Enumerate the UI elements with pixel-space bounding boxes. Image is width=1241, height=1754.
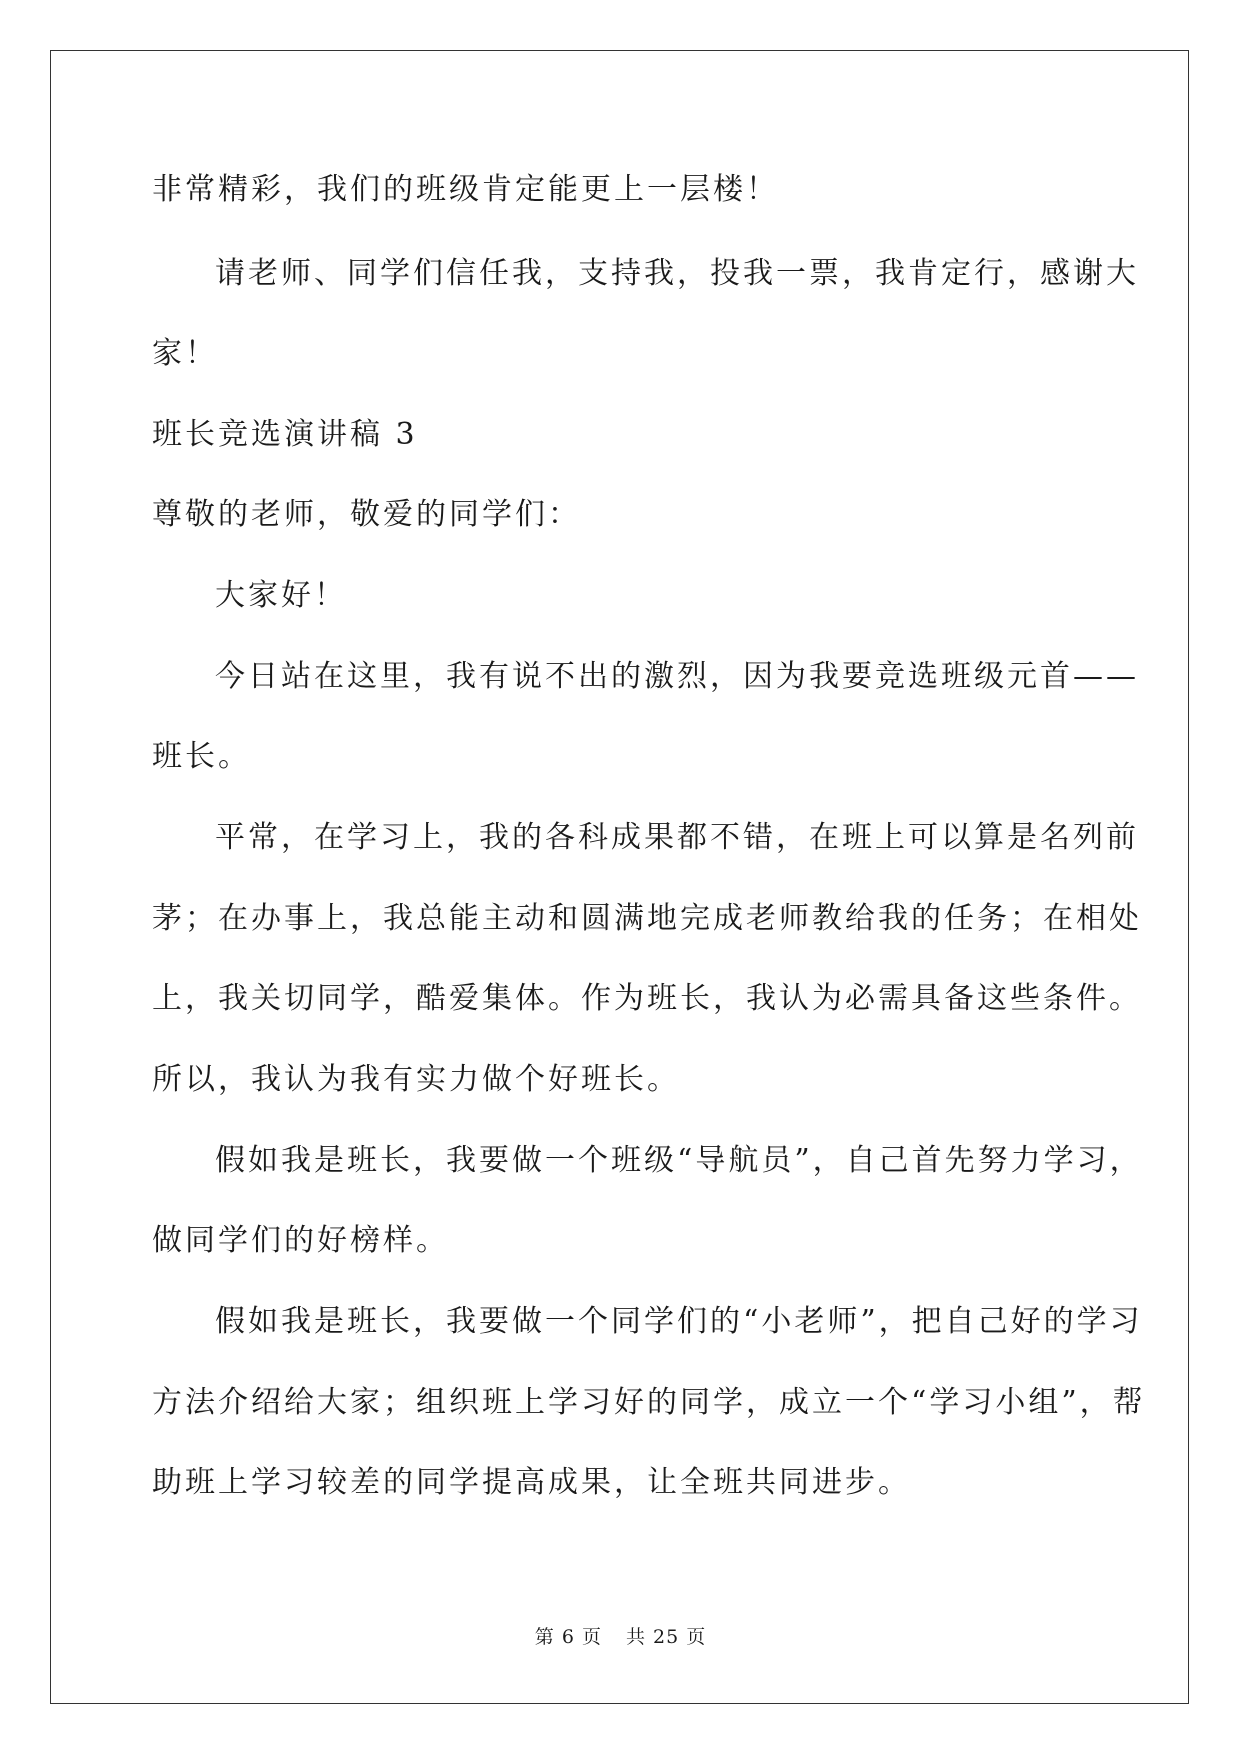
salutation: 尊敬的老师，敬爱的同学们： [152,497,581,532]
body-line: 班长。 [152,739,251,774]
body-line: 所以，我认为我有实力做个好班长。 [152,1062,680,1097]
body-line: 平常，在学习上，我的各科成果都不错，在班上可以算是名列前 [215,820,1139,855]
body-line: 做同学们的好榜样。 [152,1223,449,1258]
body-line: 非常精彩，我们的班级肯定能更上一层楼！ [152,172,779,207]
body-line: 上，我关切同学，酷爱集体。作为班长，我认为必需具备这些条件。 [152,981,1142,1016]
body-line: 家！ [152,336,218,371]
body-line: 请老师、同学们信任我，支持我，投我一票，我肯定行，感谢大 [215,256,1139,291]
greeting: 大家好！ [215,578,347,613]
body-line: 今日站在这里，我有说不出的激烈，因为我要竞选班级元首—— [215,659,1139,694]
body-line: 方法介绍给大家；组织班上学习好的同学，成立一个“学习小组”，帮 [152,1385,1146,1420]
body-line: 茅；在办事上，我总能主动和圆满地完成老师教给我的任务；在相处 [152,901,1142,936]
section-heading: 班长竞选演讲稿 3 [152,417,418,452]
page-number: 第 6 页 [534,1626,602,1648]
body-line: 假如我是班长，我要做一个同学们的“小老师”，把自己好的学习 [215,1304,1143,1339]
body-line: 假如我是班长，我要做一个班级“导航员”，自己首先努力学习， [215,1143,1143,1178]
page-footer [0,1622,1241,1649]
page-total: 共 25 页 [625,1626,707,1648]
page-border [50,50,1189,1704]
body-line: 助班上学习较差的同学提高成果，让全班共同进步。 [152,1465,911,1500]
